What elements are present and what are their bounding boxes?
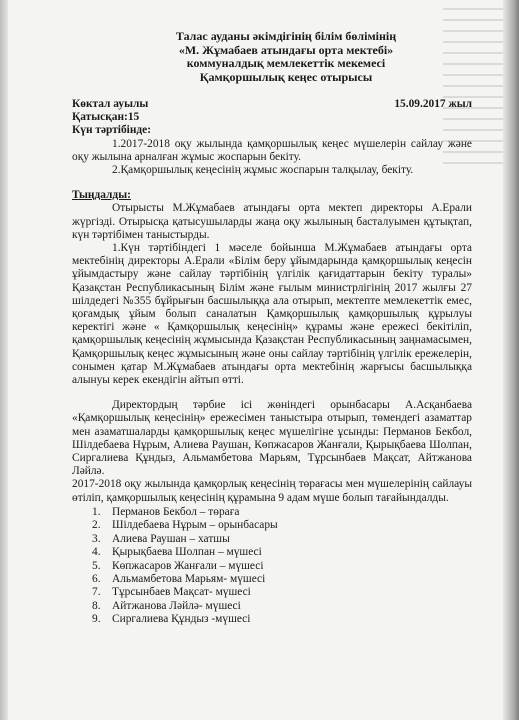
scan-edge-left — [0, 0, 8, 720]
members-list — [72, 506, 472, 627]
heard-paragraph-2: 1.Күн тәртібіндегі 1 мәселе бойынша М.Жұмабаев атындағы орта мектебінің директоры А.Ерали «Білім беру ұйымдарында қамқоршылық кеңесін ұйымдастыру және сайлау тәртібінің үлгілік қағидаттарын бекіту туралы» Қазақстан Республикасының Білім және ғылым министрлігінің 2017 жылғы 27 шілдедегі №355 бұйрығын басшылыққа ала отырып, мектепте мемлекеттік емес, қоғамдық ұйым болып саналатын Қамқоршылық қамқоршылық құрылуы керектігі және « Қамқоршылық кеңесінің» құрамы және ережесі бекітіліп, қамқоршылық кеңесінің жұмысында Қазақстан Республикасының заңнамасымен, Қамқоршылық кеңес жұмысының және оны сайлау тәртібінің үлгілік ережелерін, сонымен қатар М.Жұмабаев атындағы орта мектебінің жарғысы басшылыққа алынуы керек екендігін айтып өтті. — [72, 242, 472, 387]
header-line-2: «М. Жұмабаев атындағы орта мектебі» — [178, 42, 394, 57]
scan-edge-right — [503, 0, 519, 720]
meeting-date: 15.09.2017 жыл — [394, 98, 472, 110]
document-body — [72, 30, 472, 627]
header-line-1: Талас ауданы әкімдігінің білім бөлімінің — [175, 29, 397, 43]
heard-paragraph-4: 2017-2018 оқу жылында қамқорлық кеңесінің төрағасы мен мүшелерінің сайлауы өтіліп, қамқоршылық кеңесінің құрамына 9 адам мүше болып тағайындалды. — [72, 478, 472, 504]
heard-paragraph-1: Отырысты М.Жұмабаев атындағы орта мектеп директоры А.Ерали жүргізді. Отырысқа қатысушыларды жаңа оқу жылының басталуымен құтықтап, күн тәртібімен таныстырды. — [72, 202, 472, 241]
agenda-item-1: 1.2017-2018 оқу жылында қамқоршылық кеңес мүшелерін сайлау және оқу жылына арналған жұмыс жоспарын бекіту. — [72, 137, 472, 163]
header-line-4: Қамқоршылық кеңес отырысы — [199, 69, 373, 84]
list-item: 4. Қырықбаева Шолпан – мүшесі — [92, 546, 262, 559]
meta-row — [72, 98, 472, 111]
agenda-title: Күн тәртібінде: — [72, 124, 151, 137]
list-item: 6. Альмамбетова Марьям- мүшесі — [92, 572, 266, 585]
meeting-place: Көктал ауылы — [72, 98, 149, 110]
list-item: 7. Тұрсынбаев Мақсат- мүшесі — [92, 586, 251, 599]
list-item: 9. Сиргалиева Құндыз -мүшесі — [92, 613, 251, 626]
heard-paragraph-3: Директордың тәрбие ісі жөніндегі орынбасары А.Асқанбаева «Қамқоршылық кеңесінің» ережесімен таныстыра отырып, төмендегі азаматтар мен азаматшаларды қамқоршылық кеңес мүшелігіне ұсынды: Перманов Бекбол, Шілдебаева Нұрым, Алиева Раушан, Көпжасаров Жанғали, Қырықбаева Шолпан, Сиргалиева Құндыз, Альмамбетова Марьям, Тұрсынбаев Мақсат, Айтжанова Ләйлә. — [72, 399, 472, 478]
document-header — [100, 30, 472, 84]
list-item: 8. Айтжанова Ләйлә- мүшесі — [92, 599, 241, 612]
list-item: 3. Алиева Раушан – хатшы — [92, 532, 230, 545]
heard-title: Тыңдалды: — [72, 189, 131, 202]
list-item: 5. Көпжасаров Жанғали – мүшесі — [92, 559, 264, 572]
list-item: 1. Перманов Бекбол – төрағa — [92, 505, 240, 518]
attendees-count: Қатысқан:15 — [72, 111, 140, 124]
list-item: 2. Шілдебаева Нұрым – орынбасары — [92, 519, 278, 532]
agenda-item-2: 2.Қамқоршылық кеңесінің жұмыс жоспарын талқылау, бекіту. — [112, 164, 414, 177]
header-line-3: коммуналдық мемлекеттік мекемесі — [186, 56, 386, 70]
